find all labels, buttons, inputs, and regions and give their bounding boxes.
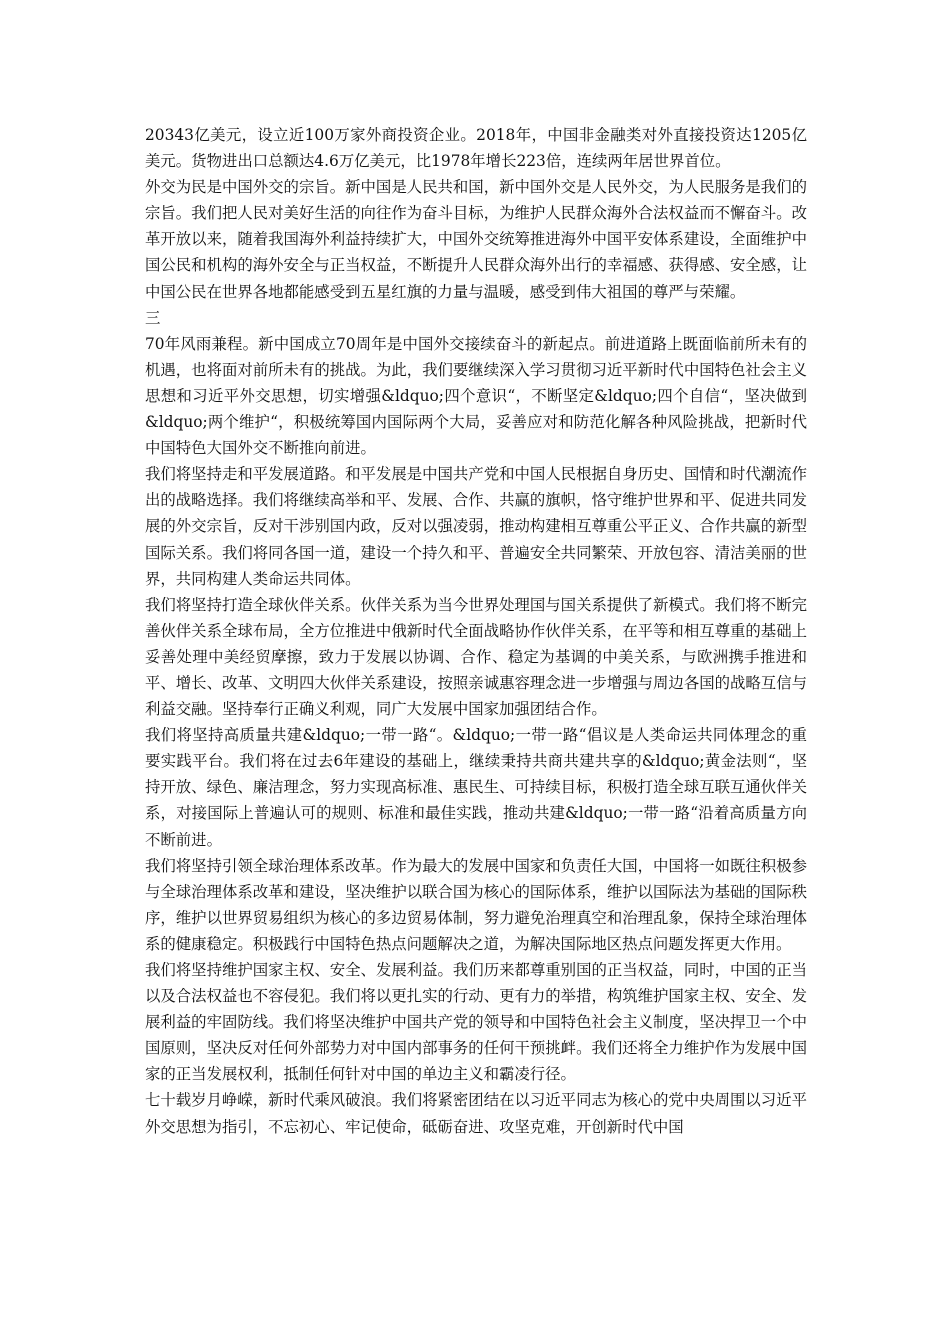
paragraph-national-sovereignty: 我们将坚持维护国家主权、安全、发展利益。我们历来都尊重别国的正当权益，同时，中国的正当以及合法权益也不容侵犯。我们将以更扎实的行动、更有力的举措，构筑维护国家主权、安全、发展利益的牢固防线。我们将坚决维护中国共产党的领导和中国特色社会主义制度，坚决捍卫一个中国原则，坚决反对任何外部势力对中国内部事务的任何干预挑衅。我们还将全力维护作为发展中国家的正当发展权利，抵制任何针对中国的单边主义和霸凌行径。 xyxy=(145,961,807,1084)
section-heading-three: 三 xyxy=(145,308,161,327)
paragraph-belt-and-road: 我们将坚持高质量共建&ldquo;一带一路“。&ldquo;一带一路“倡议是人类命运共同体理念的重要实践平台。我们将在过去6年建设的基础上，继续秉持共商共建共享的&ldquo;黄金法则“，坚持开放、绿色、廉洁理念，努力实现高标准、惠民生、可持续目标，积极打造全球互联互通伙伴关系，对接国际上普遍认可的规则、标准和最佳实践，推动共建&ldquo;一带一路“沿着高质量方向不断前进。 xyxy=(145,726,807,849)
paragraph-global-governance: 我们将坚持引领全球治理体系改革。作为最大的发展中国家和负责任大国，中国将一如既往积极参与全球治理体系改革和建设，坚决维护以联合国为核心的国际体系，维护以国际法为基础的国际秩序，维护以世界贸易组织为核心的多边贸易体制，努力避免治理真空和治理乱象，保持全球治理体系的健康稳定。积极践行中国特色热点问题解决之道，为解决国际地区热点问题发挥更大作用。 xyxy=(145,856,807,953)
paragraph-diplomacy-for-people: 外交为民是中国外交的宗旨。新中国是人民共和国，新中国外交是人民外交，为人民服务是我们的宗旨。我们把人民对美好生活的向往作为奋斗目标，为维护人民群众海外合法权益而不懈奋斗。改革开放以来，随着我国海外利益持续扩大，中国外交统筹推进海外中国平安体系建设，全面维护中国公民和机构的海外安全与正当权益，不断提升人民群众海外出行的幸福感、获得感、安全感，让中国公民在世界各地都能感受到五星红旗的力量与温暖，感受到伟大祖国的尊严与荣耀。 xyxy=(145,178,807,301)
document-body xyxy=(145,122,807,1140)
paragraph-70-years: 70年风雨兼程。新中国成立70周年是中国外交接续奋斗的新起点。前进道路上既面临前所未有的机遇，也将面对前所未有的挑战。为此，我们要继续深入学习贯彻习近平新时代中国特色社会主义思想和习近平外交思想，切实增强&ldquo;四个意识“，不断坚定&ldquo;四个自信“，坚决做到&ldquo;两个维护“，积极统筹国内国际两个大局，妥善应对和防范化解各种风险挑战，把新时代中国特色大国外交不断推向前进。 xyxy=(145,334,807,458)
paragraph-trade-stats: 20343亿美元，设立近100万家外商投资企业。2018年，中国非金融类对外直接投资达1205亿美元。货物进出口总额达4.6万亿美元，比1978年增长223倍，连续两年居世界首位。 xyxy=(145,126,807,171)
paragraph-closing: 七十载岁月峥嵘，新时代乘风破浪。我们将紧密团结在以习近平同志为核心的党中央周围以习近平外交思想为指引，不忘初心、牢记使命，砥砺奋进、攻坚克难，开创新时代中国 xyxy=(145,1091,807,1136)
paragraph-global-partnership: 我们将坚持打造全球伙伴关系。伙伴关系为当今世界处理国与国关系提供了新模式。我们将不断完善伙伴关系全球布局，全方位推进中俄新时代全面战略协作伙伴关系，在平等和相互尊重的基础上妥善处理中美经贸摩擦，致力于发展以协调、合作、稳定为基调的中美关系，与欧洲携手推进和平、增长、改革、文明四大伙伴关系建设，按照亲诚惠容理念进一步增强与周边各国的战略互信与利益交融。坚持奉行正确义利观，同广大发展中国家加强团结合作。 xyxy=(145,595,807,719)
paragraph-peaceful-development: 我们将坚持走和平发展道路。和平发展是中国共产党和中国人民根据自身历史、国情和时代潮流作出的战略选择。我们将继续高举和平、发展、合作、共赢的旗帜，恪守维护世界和平、促进共同发展的外交宗旨，反对干涉别国内政，反对以强凌弱，推动构建相互尊重公平正义、合作共赢的新型国际关系。我们将同各国一道，建设一个持久和平、普遍安全共同繁荣、开放包容、清洁美丽的世界，共同构建人类命运共同体。 xyxy=(145,465,807,588)
